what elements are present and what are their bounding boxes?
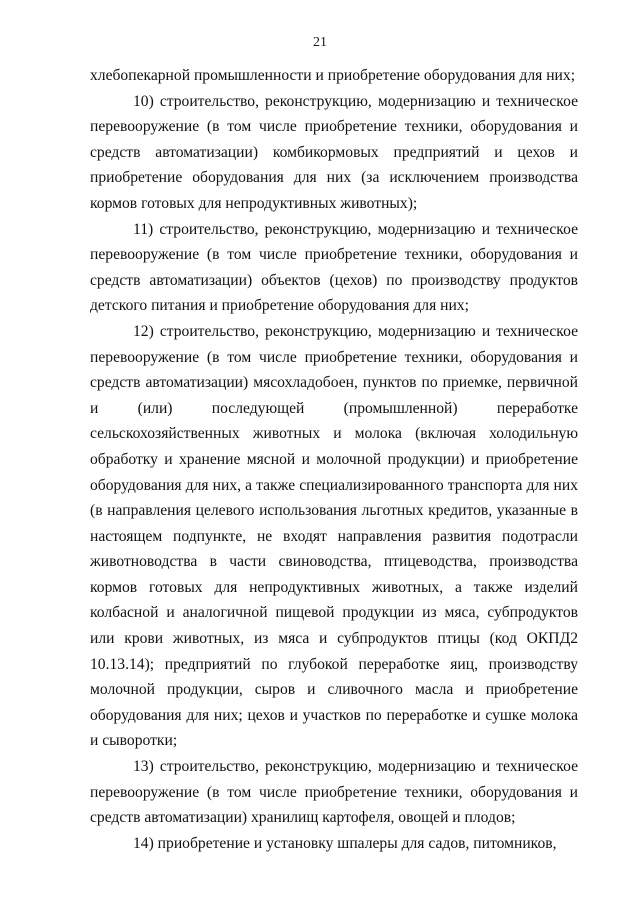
page-number: 21 [313,35,327,50]
list-item-14: 14) приобретение и установку шпалеры для садов, питомников, [133,834,557,852]
list-item-10: 10) строительство, реконструкцию, модернизацию и техническое перевооружение (в том числе приобретение техники, оборудования и средств автоматизации) комбикормовых предприятий и цехов и приобретение оборудования для них (за исключением производства кормов готовых для непродуктивных животных); [90,92,578,212]
document-body [90,63,578,856]
list-item-12: 12) строительство, реконструкцию, модернизацию и техническое перевооружение (в том числе приобретение техники, оборудования и средств автоматизации) мясохладобоен, пунктов по приемке, первичной и (или) последующей (промышленной) переработке сельскохозяйственных животных и молока (включая холодильную обработку и хранение мясной и молочной продукции) и приобретение оборудования для них, а также специализированного транспорта для них (в направления целевого использования льготных кредитов, указанные в настоящем подпункте, не входят направления развития подотрасли животноводства в части свиноводства, птицеводства, производства кормов готовых для непродуктивных животных, а также изделий колбасной и аналогичной пищевой продукции из мяса, субпродуктов или крови животных, из мяса и субпродуктов птицы (код ОКПД2 10.13.14); предприятий по глубокой переработке яиц, производству молочной продукции, сыров и сливочного масла и приобретение оборудования для них; цехов и участков по переработке и сушке молока и сыворотки; [90,322,578,750]
list-item-11: 11) строительство, реконструкцию, модернизацию и техническое перевооружение (в том числе приобретение техники, оборудования и средств автоматизации) объектов (цехов) по производству продуктов детского питания и приобретение оборудования для них; [90,220,578,315]
paragraph-continuation: хлебопекарной промышленности и приобретение оборудования для них; [90,67,576,84]
list-item-13: 13) строительство, реконструкцию, модернизацию и техническое перевооружение (в том числе приобретение техники, оборудования и средств автоматизации) хранилищ картофеля, овощей и плодов; [90,758,578,827]
